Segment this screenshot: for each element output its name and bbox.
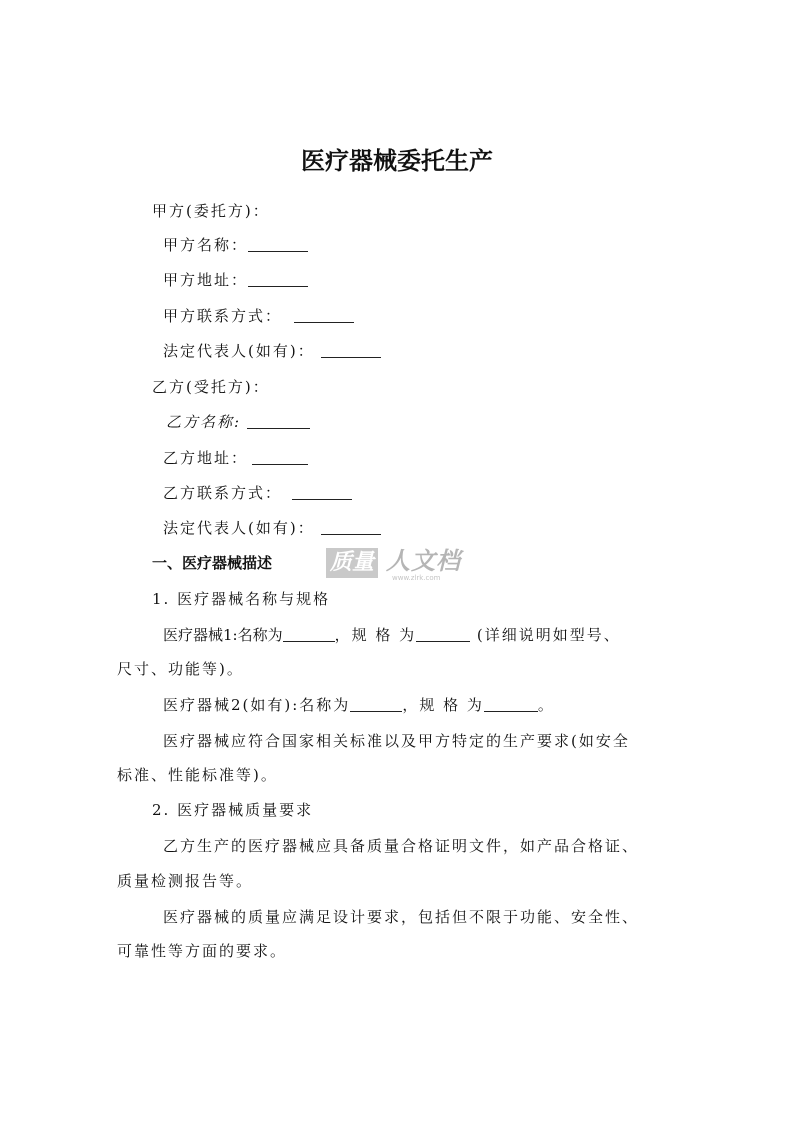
device-2-row bbox=[163, 695, 553, 715]
device-2-spec-blank[interactable] bbox=[484, 695, 538, 712]
device-2-spec-label: ，规 格 为 bbox=[402, 696, 484, 714]
party-b-address-row bbox=[163, 448, 308, 468]
party-b-contact-label: 乙方联系方式： bbox=[163, 484, 283, 502]
device-1-note-continued: 尺寸、功能等)。 bbox=[117, 660, 244, 678]
subsection-2-heading: 2. 医疗器械质量要求 bbox=[152, 801, 314, 819]
device-1-note: (详细说明如型号、 bbox=[470, 626, 621, 644]
party-b-contact-row bbox=[163, 483, 352, 503]
party-b-address-label: 乙方地址： bbox=[163, 449, 249, 467]
watermark-url: www.zlrk.com bbox=[392, 574, 441, 582]
party-a-address-label: 甲方地址： bbox=[163, 271, 249, 289]
party-b-rep-label: 法定代表人(如有)： bbox=[163, 519, 315, 537]
party-a-name-blank[interactable] bbox=[248, 235, 308, 252]
section-1-heading: 一、医疗器械描述 bbox=[152, 554, 273, 572]
quality-1-line-2: 质量检测报告等。 bbox=[117, 872, 254, 890]
subsection-1-heading: 1. 医疗器械名称与规格 bbox=[152, 590, 331, 608]
quality-1-line-1: 乙方生产的医疗器械应具备质量合格证明文件，如产品合格证、 bbox=[163, 837, 640, 855]
watermark-text: 人文档 bbox=[386, 547, 461, 575]
standard-line-1: 医疗器械应符合国家相关标准以及甲方特定的生产要求(如安全 bbox=[163, 732, 630, 750]
party-a-contact-label: 甲方联系方式： bbox=[163, 307, 283, 325]
party-b-name-label: 乙方名称: bbox=[166, 413, 242, 431]
party-b-contact-blank[interactable] bbox=[292, 483, 352, 500]
device-1-name-blank[interactable] bbox=[283, 625, 335, 642]
party-a-name-label: 甲方名称： bbox=[163, 236, 249, 254]
party-b-address-blank[interactable] bbox=[252, 448, 308, 465]
device-2-name-blank[interactable] bbox=[350, 695, 402, 712]
document-title: 医疗器械委托生产 bbox=[301, 147, 493, 175]
party-b-name-row bbox=[166, 412, 310, 432]
party-a-rep-row bbox=[163, 341, 381, 361]
party-b-name-blank[interactable] bbox=[247, 412, 310, 429]
device-1-spec-label: ，规 格 为 bbox=[334, 626, 417, 644]
party-b-rep-row bbox=[163, 518, 381, 538]
quality-2-line-1: 医疗器械的质量应满足设计要求，包括但不限于功能、安全性、 bbox=[163, 908, 640, 926]
party-a-rep-label: 法定代表人(如有)： bbox=[163, 342, 315, 360]
watermark-logo bbox=[326, 546, 466, 582]
quality-2-line-2: 可靠性等方面的要求。 bbox=[117, 942, 288, 960]
party-a-name-row bbox=[163, 235, 308, 255]
device-1-spec-blank[interactable] bbox=[416, 625, 470, 642]
watermark-box: 质量 bbox=[326, 548, 378, 578]
party-a-contact-blank[interactable] bbox=[294, 306, 354, 323]
party-b-header: 乙方(受托方)： bbox=[152, 378, 270, 396]
party-a-address-row bbox=[163, 270, 308, 290]
party-b-rep-blank[interactable] bbox=[321, 518, 381, 535]
party-a-contact-row bbox=[163, 306, 354, 326]
device-1-name-label: 医疗器械1:名称为 bbox=[163, 626, 283, 644]
party-a-header: 甲方(委托方)： bbox=[152, 202, 270, 220]
device-1-row bbox=[163, 625, 621, 645]
party-a-address-blank[interactable] bbox=[248, 270, 308, 287]
standard-line-2: 标准、性能标准等)。 bbox=[117, 766, 278, 784]
device-2-name-label: 医疗器械2(如有):名称为 bbox=[163, 696, 351, 714]
device-2-end: 。 bbox=[537, 696, 553, 714]
party-a-rep-blank[interactable] bbox=[321, 341, 381, 358]
